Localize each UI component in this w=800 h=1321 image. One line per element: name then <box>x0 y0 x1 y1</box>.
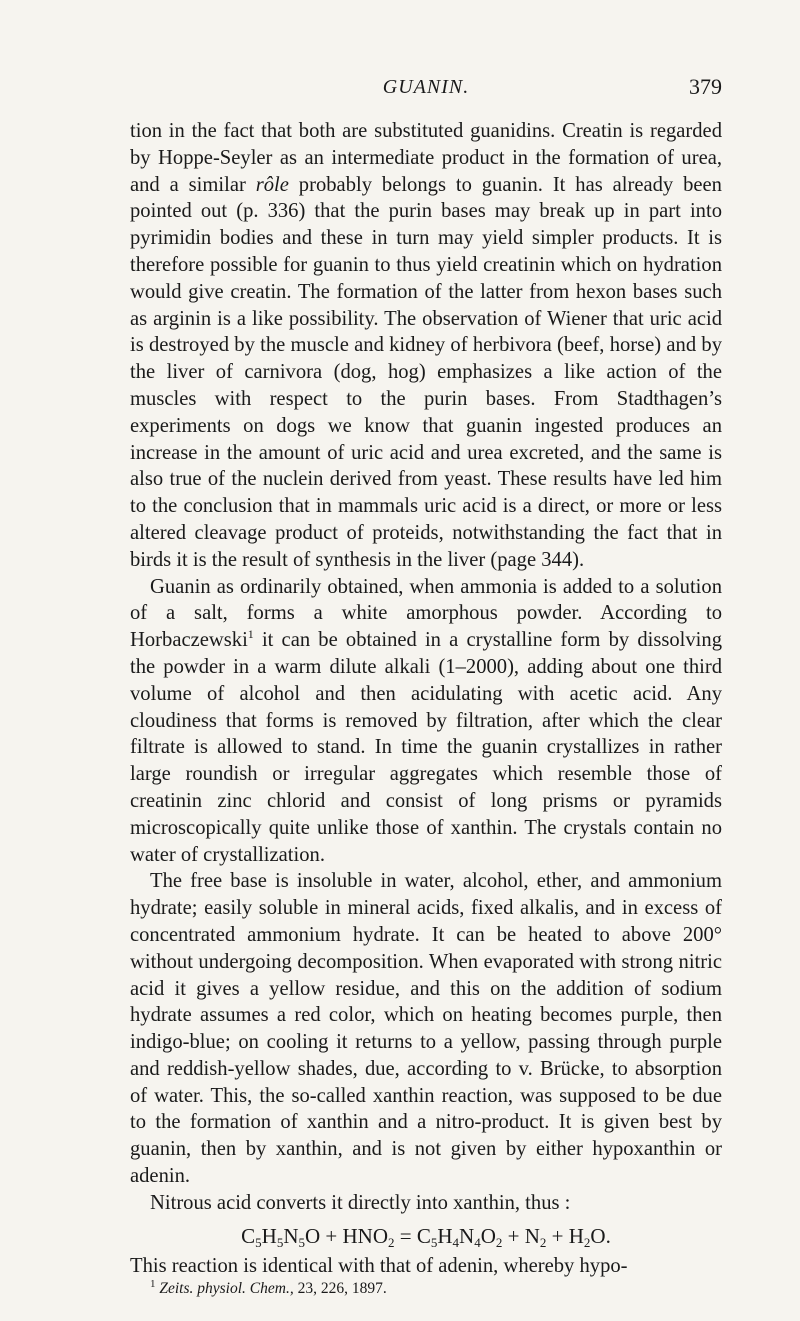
footnote-ref: 23, 226, 1897. <box>293 1280 387 1298</box>
paragraph-2-text-b: it can be obtained in a crystalline form by dissolving the powder in a warm dilute alkali (1–2000), adding about one third volume of alcohol and then acidulating with acetic acid. Any cloudiness that forms is removed by filtration, after which the clear filtrate is allowed to stand. In time the guanin crystallizes in rather large roundish or irregular aggregates which resemble those of creatinin zinc chlorid and consist of long prisms or pyramids microscopically quite unlike those of xanthin. The crystals contain no water of crystallization. <box>130 629 722 866</box>
page-number: 379 <box>689 74 722 99</box>
eq-part: = C <box>394 1223 431 1248</box>
eq-part: C <box>241 1223 256 1248</box>
eq-sub: 4 <box>474 1234 481 1250</box>
eq-sub: 4 <box>452 1234 460 1250</box>
eq-sub: 5 <box>255 1234 262 1250</box>
paragraph-1 <box>130 118 722 574</box>
eq-part: O. <box>590 1223 611 1248</box>
eq-sub: 2 <box>539 1234 547 1250</box>
paragraph-4: Nitrous acid converts it directly into xanthin, thus : <box>150 1191 571 1214</box>
body-text <box>130 118 722 1298</box>
footnote-mark: 1 <box>150 1278 156 1291</box>
eq-sub: 2 <box>583 1234 591 1250</box>
eq-sub: 5 <box>430 1234 438 1250</box>
paragraph-3: The free base is insoluble in water, alcohol, ether, and ammonium hydrate; easily soluble in mineral acids, fixed alkalis, and in excess of concentrated ammonium hydrate. It can be heated to above 200° without undergoing decomposition. When evaporated with strong nitric acid it gives a yellow residue, and this on the addition of sodium hydrate assumes a red color, which on heating becomes purple, then indigo-blue; on cooling it returns to a yellow, passing through purple and reddish-yellow shades, due, according to v. Brücke, to absorption of water. This, the so-called xanthin reaction, was supposed to be due to the formation of xanthin and a nitro-product. It is given best by guanin, then by xanthin, and is not given by either hypoxanthin or adenin. <box>130 870 722 1188</box>
paragraph-1-text-a: tion in the fact that both are substituted guanidins. Creatin is regarded by Hoppe-Seyler as an intermediate product in the formation of urea, and a similar <box>130 120 722 196</box>
eq-sub: 5 <box>276 1234 284 1250</box>
footnote <box>130 1279 722 1298</box>
footnote-reference: 1 <box>247 627 254 642</box>
chemical-equation <box>130 1219 722 1253</box>
paragraph-2 <box>130 574 722 869</box>
eq-sub: 5 <box>298 1234 305 1250</box>
footnote-journal: Zeits. physiol. Chem., <box>159 1280 294 1298</box>
eq-part: N <box>283 1223 299 1248</box>
eq-part: N <box>459 1223 475 1248</box>
eq-part: + H <box>546 1223 584 1248</box>
eq-part: O <box>480 1223 496 1248</box>
eq-part: + N <box>502 1223 540 1248</box>
eq-part: + HNO <box>320 1223 389 1248</box>
paragraph-1-italic-role: rôle <box>255 173 289 196</box>
page-header <box>130 70 722 100</box>
eq-sub: 2 <box>388 1234 395 1250</box>
paragraph-2-text-a: Guanin as ordinarily obtained, when ammonia is added to a solution of a salt, forms a white amorphous powder. According to Horbaczewski <box>130 575 722 652</box>
paragraph-1-text-b: probably belongs to guanin. It has already been pointed out (p. 336) that the purin bases may break up in part into pyrimidin bodies and these in turn may yield simpler products. It is therefore possible for guanin to thus yield creatinin which on hydration would give creatin. The formation of the latter from hexon bases such as arginin is a like possibility. The observation of Wiener that uric acid is destroyed by the muscle and kidney of herbivora (beef, horse) and by the liver of carnivora (dog, hog) emphasizes a like action of the muscles with respect to the purin bases. From Stadthagen’s experiments on dogs we know that guanin ingested produces an increase in the amount of uric acid and urea excreted, and the same is also true of the nuclein derived from yeast. These results have led him to the conclusion that in mammals uric acid is a direct, or more or less altered cleavage product of proteids, notwithstanding the fact that in birds it is the result of synthesis in the liver (page 344). <box>130 173 722 571</box>
eq-part: O <box>305 1223 321 1248</box>
eq-part: H <box>261 1223 277 1248</box>
eq-part: H <box>437 1223 453 1248</box>
running-head: GUANIN. <box>382 76 470 98</box>
eq-sub: 2 <box>495 1234 503 1250</box>
paragraph-5: This reaction is identical with that of adenin, whereby hypo- <box>130 1254 628 1277</box>
